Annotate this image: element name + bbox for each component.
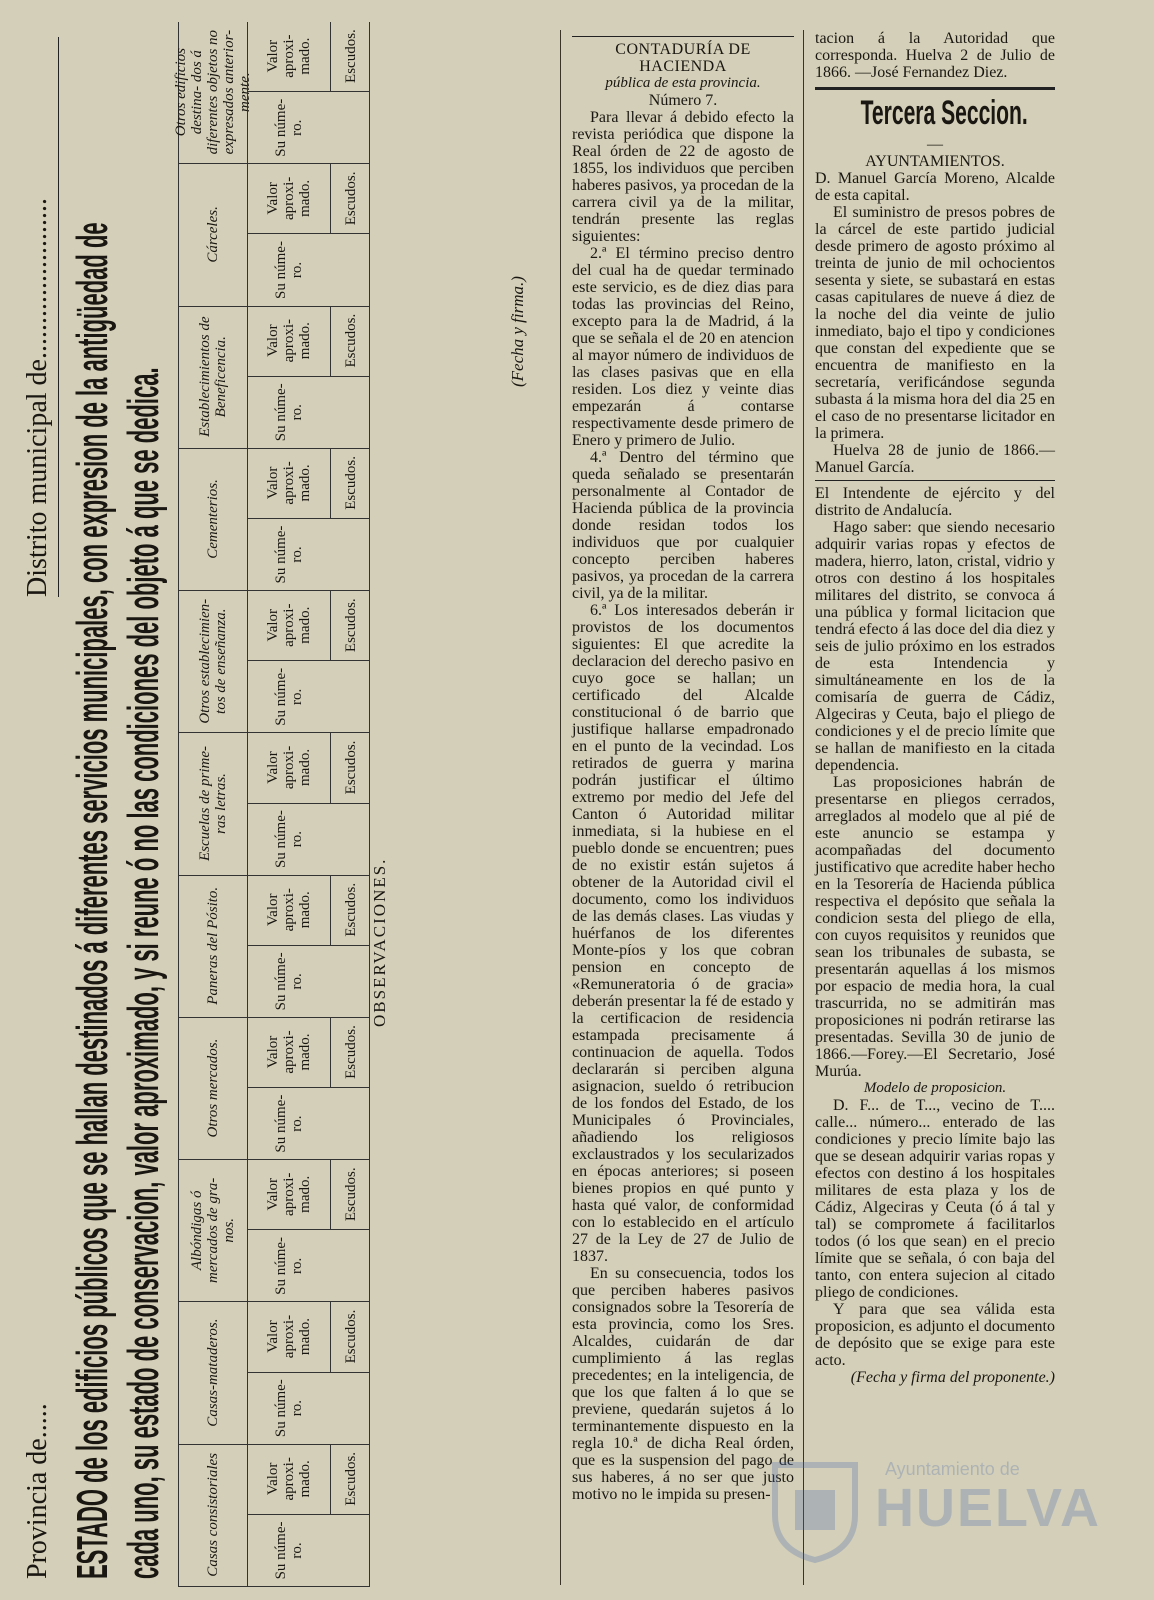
numero-label: Su núme- ro. [273,241,305,299]
numero-cell [247,92,369,163]
escudos-label: Escudos. [330,306,371,376]
numero-cell [247,377,369,448]
form-title-line-1: ESTADO de los edificios públicos que se hallan destinados á diferentes servicios municipales, con expresion de la antigüedad de [68,222,117,1579]
modelo-paragraph: Y para que sea válida esta proposicion, es adjunto el documento de depósito que se exige para este acto. [815,1301,1055,1369]
alcalde-signature: Huelva 28 de junio de 1866.— Manuel García. [815,442,1055,476]
valor-label: Valor aproxi- mado. [265,745,313,790]
contaduria-paragraph: 2.ª El término preciso dentro del cual ha de quedar terminado este servicio, es de diez dias para todas las provincias del Reino, excepto para la de Madrid, á la que se señala el de 20 en atencion al mayor número de individuos de las clases pasivas que en ella residen. Los diez y veinte dias empezarán á contarse respectivamente desde primero de Enero y primero de Julio. [572,245,794,449]
modelo-title: Modelo de proposicion. [863,1080,1007,1096]
valor-cell [247,163,369,234]
section-rule [815,87,1055,90]
municipal-buildings-form [18,22,548,1587]
form-table [173,22,370,1587]
watermark-line-1: Ayuntamiento de [885,1459,1020,1479]
numero-cell [247,946,369,1017]
alcalde-paragraph: El suministro de presos pobres de la cárcel de este partido judicial desde primero de agosto próximo al treinta de junio de mil ochocientos sesenta y siete, se subastará en estas casas capitulares de nueve á diez de la noche del dia veinte de julio inmediato, bajo el tipo y condiciones que constan del expediente que se encuentra de manifiesto en la secretaría, verificándose segunda subasta á la misma hora del dia 25 en el caso de no presentarse licitador en la primera. [815,204,1055,442]
distrito-underline [58,37,59,597]
top-rule [572,36,794,37]
column-divider-1 [560,30,561,1585]
contaduria-paragraph: 6.ª Los interesados deberán ir provistos de los documentos siguientes: El que acredite la declaracion del derecho pasivo en cuyo goce se hallan; un certificado del Alcalde constitucional ó de barrio que justifique hallarse empadronado en el punto de la vecindad. Los retirados de guerra y marina podrán justificar el último extremo por medio del Jefe del Canton ó Autoridad militar inmediata, si la hubiese en el pueblo donde se encuentren; pues de no existir están sujetos á obtener de la Autoridad civil el documento, como los individuos de las demás clases. Las viudas y huérfanos de los diferentes Monte-píos y los que cobran pension en concepto de «Remuneratoria ó de gracia» deberán presentar la fé de estado y la certificacion de residencia estampada precisamente á continuacion de aquella. Todos declararán si perciben alguna asignacion, sueldo ó retribucion de los fondos del Estado, de los Municipales ó Provinciales, añadiendo los religiosos exclaustrados y los secularizados en épocas anteriores; si poseen bienes propios en qué punto y hasta qué valor, de conformidad con lo establecido en el artículo 27 de la Ley de 27 de Julio de 1837. [572,602,794,1265]
contaduria-column [572,28,794,1503]
escudos-label: Escudos. [330,875,371,945]
group-heading: Cárceles. [205,206,221,263]
alcalde-intro: D. Manuel García Moreno, Alcalde de esta capital. [815,170,1055,204]
modelo-signature: (Fecha y firma del proponente.) [850,1369,1055,1386]
valor-label: Valor aproxi- mado. [265,1457,313,1501]
intendente-intro: El Intendente de ejército y del distrito de Andalucía. [815,485,1055,519]
group-heading: Casas-mataderos. [205,1318,221,1427]
escudos-label: Escudos. [330,1159,371,1229]
valor-label: Valor aproxi- mado. [265,461,313,505]
numero-label: Su núme- ro. [273,383,305,442]
form-column-group [179,1159,369,1302]
form-header-band [18,22,62,1587]
form-title-line-2: cada uno, su estado de conservacion, valor aproximado, y si reune ó no las condiciones del objeto á que se dedica. [119,367,168,1579]
form-column-group [179,1444,369,1587]
form-column-group [173,22,369,164]
group-heading: Casas consistoriales [205,1452,221,1577]
continuation-text: tacion á la Autoridad que corresponda. Huelva 2 de Julio de 1866. —José Fernandez Diez. [815,30,1055,81]
numero-label: Su núme- ro. [273,810,305,869]
valor-cell [247,1301,369,1372]
numero-label: Su núme- ro. [273,1379,305,1438]
valor-label: Valor aproxi- mado. [265,176,313,221]
group-heading: Paneras del Pósito. [205,886,221,1005]
escudos-label: Escudos. [330,590,371,660]
contaduria-numero: Número 7. [648,92,718,109]
numero-label: Su núme- ro. [273,98,305,157]
form-column-group [179,163,369,306]
intendente-paragraph: Las proposiciones habrán de presentarse en pliegos cerrados, arreglados al modelo que al pié de este anuncio se estampa y acompañadas del documento justificativo que acredite haber hecho en la Tesorería de Hacienda pública respectiva el depósito que señala la condicion sesta del pliego de ella, con cuyos requisitos y reunidos que sean los tribunales de subasta, se presentarán aquellas á los mismos por espacio de media hora, la cual trascurrida, no se admitirán mas proposiciones ni podrán retirarse las presentadas. Sevilla 30 de junio de 1866.—Forey.—El Secretario, José Murúa. [815,774,1055,1080]
ayuntamiento-watermark [765,1455,1101,1575]
provincia-label: Provincia de..... [22,1403,53,1579]
numero-label: Su núme- ro. [273,1236,305,1295]
tercera-seccion-column [815,30,1055,1386]
group-heading: Otros establecimien- tos de enseñanza. [197,598,229,724]
numero-label: Su núme- ro. [273,525,305,584]
valor-label: Valor aproxi- mado. [265,1030,313,1074]
escudos-label: Escudos. [330,448,371,518]
valor-label: Valor aproxi- mado. [265,1314,313,1359]
group-heading: Otros mercados. [205,1038,221,1138]
intendente-paragraph: Hago saber: que siendo necesario adquirir varias ropas y efectos de madera, hierro, laton, cristal, vidrio y otros con destino á los hospitales militares del distrito, se convoca á una pública y formal licitacion que tendrá efecto á las doce del dia diez y seis de julio próximo en los estrados de esta Intendencia y simultáneamente en los de la comisaría de guerra de Cádiz, Algeciras y Ceuta, bajo el pliego de condiciones y el de precio límite que se hallan de manifiesto en la citada dependencia. [815,519,1055,774]
numero-cell [247,804,369,875]
form-column-group [179,306,369,449]
form-column-group [179,448,369,591]
group-heading: Establecimientos de Beneficencia. [197,316,229,437]
valor-label: Valor aproxi- mado. [265,888,313,932]
valor-cell [247,732,369,803]
numero-cell [247,234,369,305]
valor-label: Valor aproxi- mado. [265,1172,313,1216]
ayuntamientos-heading: AYUNTAMIENTOS. [865,153,1005,170]
escudos-label: Escudos. [330,732,371,802]
form-title-band [64,22,174,1587]
escudos-label: Escudos. [330,1444,371,1514]
city-shield-icon [765,1455,865,1565]
numero-cell [247,661,369,732]
valor-cell [247,448,369,519]
valor-cell [247,22,369,92]
form-column-group [179,590,369,733]
form-column-group [179,1017,369,1160]
numero-cell [247,1373,369,1444]
escudos-label: Escudos. [330,1017,371,1087]
escudos-label: Escudos. [330,22,371,91]
valor-cell [247,306,369,377]
numero-cell [247,1515,369,1586]
distrito-label: Distrito municipal de....................... [22,198,53,597]
valor-label: Valor aproxi- mado. [265,34,313,78]
numero-label: Su núme- ro. [273,952,305,1011]
form-column-group [179,875,369,1018]
observaciones-label: OBSERVACIONES. [370,857,389,1027]
fecha-firma-label: (Fecha y firma.) [508,276,527,387]
group-heading: Otros edificios destina- dos á diferentes objetos no expresados anterior- mente. [173,29,253,155]
valor-cell [247,1444,369,1515]
contaduria-paragraph: En su consecuencia, todos los que perciben haberes pasivos consignados sobre la Tesorería de esta provincia, como los Sres. Alcaldes, cuidarán de dar cumplimiento á las reglas precedentes; en la inteligencia, de que los que falten á lo que se previene, quedarán sujetos á lo terminantemente dispuesto en la regla 10.ª de dicha Real órden, que es la suspension del pago de sus haberes, á no ser que justo motivo no le impida su presen- [572,1265,794,1503]
valor-cell [247,875,369,946]
group-heading: Escuelas de prime- ras letras. [197,746,229,861]
watermark-line-2: HUELVA [875,1478,1101,1538]
section-title: Tercera Seccion. [860,94,1028,132]
valor-label: Valor aproxi- mado. [265,318,313,363]
valor-cell [247,590,369,661]
form-column-group [179,732,369,875]
valor-label: Valor aproxi- mado. [265,603,313,647]
contaduria-subheading: pública de esta provincia. [605,75,761,91]
column-divider-2 [803,30,804,1585]
section-dash: — [927,136,943,153]
valor-cell [247,1017,369,1088]
contaduria-heading: CONTADURÍA DE HACIENDA [615,41,751,75]
group-heading: Albóndigas ó mercados de gra- nos. [189,1177,237,1283]
numero-label: Su núme- ro. [273,1094,305,1153]
form-column-group [179,1301,369,1444]
divider-rule [815,480,1055,481]
numero-cell [247,1088,369,1159]
numero-label: Su núme- ro. [273,1521,305,1580]
group-heading: Cementerios. [205,479,221,559]
contaduria-paragraph: Para llevar á debido efecto la revista periódica que dispone la Real órden de 22 de agosto de 1855, los individuos que perciben haberes pasivos, ya procedan de la carrera civil ya de la militar, tendrán presente las reglas siguientes: [572,109,794,245]
escudos-label: Escudos. [330,163,371,233]
numero-cell [247,1230,369,1301]
contaduria-paragraph: 4.ª Dentro del término que queda señalado se presentarán personalmente al Contador de Hacienda pública de la provincia donde residan todos los individuos que por cualquier concepto perciben haberes pasivos, ya procedan de la carrera civil, ya de la militar. [572,449,794,602]
valor-cell [247,1159,369,1230]
modelo-paragraph: D. F... de T..., vecino de T.... calle... número... enterado de las condiciones y precio límite bajo las que se desean adquirir varias ropas y efectos con destino á los hospitales militares de esta plaza y los de Cádiz, Algeciras y Ceuta (ó á tal y tal) se compromete á facilitarlos todos (ó los que sean) en el precio límite que se señala, ó con baja del tanto, con entera sujecion al citado pliego de condiciones. [815,1097,1055,1301]
escudos-label: Escudos. [330,1301,371,1371]
numero-cell [247,519,369,590]
numero-label: Su núme- ro. [273,667,305,726]
